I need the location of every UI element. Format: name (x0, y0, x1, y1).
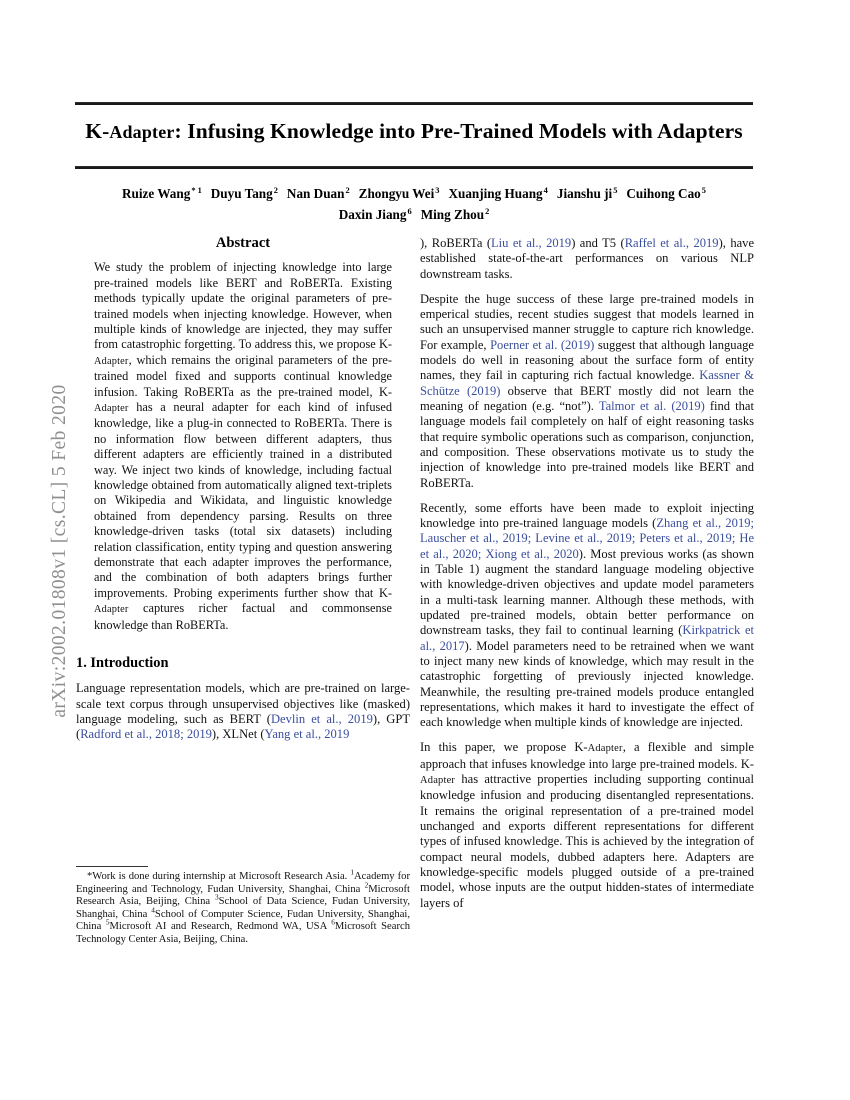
footnote-marker: 2 (364, 880, 369, 890)
citation-separator: ; (750, 515, 754, 530)
citation-link[interactable]: 2019 (186, 727, 212, 742)
citation-link[interactable]: Xiong et al., 2020 (485, 546, 579, 561)
author-name: Daxin Jiang (338, 207, 407, 222)
citation-link[interactable]: Talmor et al. (2019) (598, 398, 705, 413)
abstract-text: has a neural adapter for each kind of infused knowledge, like a plug-in connected to RoBERTa. There is no information flow between different adapters, thus different adapters are efficiently trained in a distributed way. We inject two kinds of knowledge, including factual knowledge obtained from automatically aligned text-triplets on Wikipedia and Wikidata, and linguistic knowledge obtained from dependency parsing. Results on three knowledge-driven tasks (total six datasets) including relation classification, entity typing and question answering demonstrate that each adapter improves the performance, and the combination of both adapters brings further improvements. Probing experiments further show that K- (94, 400, 392, 600)
author-name: Ming Zhou (420, 207, 485, 222)
author (359, 186, 440, 201)
paragraph-text: ). Most previous works (as shown in Table 1) augment the standard language modeling objective with knowledge-driven objectives and update model parameters in a multi-task learning manner. Although these methods, with updated pre-trained models, obtain better performance on downstream tasks, they fail to continual learning ( (420, 546, 754, 638)
intro-paragraph-4 (420, 740, 754, 911)
author-name: Nan Duan (286, 186, 345, 201)
citation-link[interactable]: Kassner & Schütze (2019) (420, 368, 755, 398)
page-title (75, 119, 753, 144)
author (287, 186, 350, 201)
arxiv-stamp: arXiv:2002.01808v1 [cs.CL] 5 Feb 2020 (49, 384, 70, 718)
paragraph-text: ), XLNet ( (211, 727, 265, 742)
footnote-text: School of Computer Science, Fudan University, Shanghai, China (76, 908, 410, 933)
author-list (75, 183, 753, 225)
author-affiliation-marker: * 1 (191, 185, 202, 195)
paragraph-text: ), have established state-of-the-art performances on various NLP downstream tasks. (420, 236, 755, 281)
author-name: Zhongyu Wei (358, 186, 435, 201)
footnote-text: Microsoft AI and Research, Redmond WA, USA (109, 921, 332, 933)
citation-link[interactable]: Devlin et al., 2019 (270, 712, 373, 727)
footnote-block (76, 867, 410, 947)
citation-link[interactable]: Yang et al., 2019 (264, 727, 350, 742)
footnote-marker: 3 (214, 892, 219, 902)
abstract-smallcaps: Adapter (94, 604, 129, 616)
footnote-separator (76, 866, 148, 867)
paragraph-text: In this paper, we propose K- (420, 740, 588, 755)
author (448, 186, 547, 201)
author-name: Xuanjing Huang (448, 186, 543, 201)
paragraph-text: Recently, some efforts have been made to exploit injecting knowledge into pre-trained language models ( (420, 500, 754, 530)
left-column (76, 236, 410, 752)
author-affiliation-marker: 2 (485, 206, 490, 216)
title-part-3: : Infusing Knowledge into Pre-Trained Models with Adapters (174, 119, 743, 143)
paragraph-text: Language representation models, which are pre-trained on large-scale text corpus through unsupervised objectives like (masked) language modeling, such as BERT ( (76, 681, 410, 727)
citation-link[interactable]: Peters et al., 2019 (639, 531, 732, 546)
abstract-text: We study the problem of injecting knowledge into large pre-trained models like BERT and RoBERTa. Existing methods typically update the original parameters of pre-trained models when injecting knowledge. However, when multiple kinds of knowledge are injected, they may suffer from catastrophic forgetting. To address this, we propose K- (94, 260, 392, 352)
author-affiliation-marker: 3 (435, 185, 440, 195)
citation-link[interactable]: Zhang et al., 2019 (656, 515, 751, 530)
author-affiliation-marker: 4 (543, 185, 548, 195)
author-affiliation-marker: 2 (345, 185, 350, 195)
footnote-star-text: Work is done during internship at Microsoft Research Asia. (92, 871, 348, 882)
citation-link[interactable]: Kirkpatrick et al., 2017 (420, 623, 754, 653)
paragraph-smallcaps: Adapter (587, 743, 623, 755)
paragraph-smallcaps: Adapter (420, 774, 456, 786)
author-name: Cuihong Cao (626, 186, 701, 201)
footnote-marker: 1 (350, 867, 355, 877)
citation-link[interactable]: Poerner et al. (2019) (490, 337, 595, 352)
author-affiliation-marker: 2 (273, 185, 278, 195)
citation-separator: ; (631, 531, 640, 546)
abstract-heading: Abstract (215, 235, 271, 251)
citation-separator: ; (731, 531, 740, 546)
abstract-smallcaps: Adapter (94, 403, 129, 414)
citation-link[interactable]: He et al., 2020 (420, 531, 755, 561)
abstract-text: captures richer factual and commonsense knowledge than RoBERTa. (94, 601, 392, 632)
author-affiliation-marker: 6 (407, 206, 412, 216)
header-rule-top (75, 102, 753, 105)
author (557, 186, 618, 201)
author-name: Jianshu ji (556, 186, 613, 201)
author (211, 186, 278, 201)
title-part-1: K- (85, 119, 110, 143)
paragraph-text: suggest that although language models do well in reasoning about the surface form of entity names, they fail in capturing rich factual knowledge. (420, 337, 754, 383)
intro-paragraph-2 (420, 292, 754, 491)
section-heading-introduction: 1. Introduction (76, 655, 169, 672)
citation-link[interactable]: Levine et al., 2019 (535, 531, 632, 546)
abstract-body (76, 260, 410, 633)
footnote-marker: 5 (105, 917, 110, 927)
footnote-text: School of Data Science, Fudan University, Shanghai, China (76, 896, 410, 920)
footnote-marker: 6 (331, 917, 335, 927)
citation-link[interactable]: Lauscher et al., 2019 (420, 531, 528, 546)
author (421, 207, 490, 222)
paragraph-text: ). Model parameters need to be retrained when we want to inject many new kinds of knowledge, which may result in the catastrophic forgetting of previously injected knowledge. Meanwhile, the resulting pre-trained models produce entangled representations, which makes it hard to investigate the effect of each knowledge when multiple kinds of knowledge are injected. (420, 638, 755, 730)
footnote-affiliations (76, 867, 410, 947)
author-line-1 (75, 183, 753, 204)
paragraph-text: ), GPT ( (76, 712, 410, 742)
paragraph-text: observe that BERT mostly did not learn the meaning of negation (e.g. “not”). (420, 383, 754, 413)
author-line-2 (75, 204, 753, 225)
intro-paragraph-1-continued (420, 236, 754, 282)
abstract-smallcaps: Adapter (94, 355, 129, 367)
author-affiliation-marker: 5 (701, 185, 706, 195)
paragraph-text: Despite the huge success of these large pre-trained models in emperical studies, recent studies suggest that models learned in such an unsupervised manner struggle to capture rich knowledge. For example, (420, 291, 754, 352)
citation-link[interactable]: Radford et al., 2018 (80, 727, 181, 742)
citation-link[interactable]: Liu et al., 2019 (491, 236, 572, 250)
citation-separator: ; (180, 727, 187, 742)
author (626, 186, 706, 201)
intro-paragraph-3 (420, 501, 754, 731)
author (339, 207, 412, 222)
footnote-text: Academy for Engineering and Technology, Fudan University, Shanghai, China (76, 871, 410, 895)
footnote-star-marker: * (87, 871, 93, 882)
citation-separator: ; (527, 531, 536, 546)
author-name: Ruize Wang (122, 186, 191, 201)
paragraph-text: has attractive properties including supporting continual knowledge infusion and producing disentangled representations. It remains the original representation of a pre-trained model unchanged and exports different representations for different types of infused knowledge. This is achieved by the integration of compact neural models, dubbed adapters here. Adapters are knowledge-specific models plugged outside of a pre-trained model, whose inputs are the output hidden-states of intermediate layers of (420, 771, 754, 910)
author (122, 186, 202, 201)
author-name: Duyu Tang (210, 186, 273, 201)
citation-link[interactable]: Raffel et al., 2019 (624, 236, 719, 250)
header-rule-bottom (75, 166, 753, 169)
footnote-text: Microsoft Search Technology Center Asia, Beijing, China. (76, 921, 410, 945)
author-affiliation-marker: 5 (613, 185, 618, 195)
paragraph-text: , a flexible and simple approach that infuses knowledge into large pre-trained models. K- (420, 740, 754, 771)
abstract-text: , which remains the original parameters of the pre-trained model fixed and supports continual knowledge infusion. Taking RoBERTa as the pre-trained model, K- (94, 352, 392, 399)
footnote-text: Microsoft Research Asia, Beijing, China (76, 883, 410, 908)
right-column (420, 236, 754, 911)
paragraph-text: ), RoBERTa ( (420, 236, 491, 250)
paragraph-text: ) and T5 ( (571, 236, 625, 250)
paragraph-text: find that language models fail completely on half of eight reasoning tasks that require symbolic operations such as comparison, conjunction, and composition. These observations motivate us to study the injection of knowledge into pre-trained models like BERT and RoBERTa. (420, 398, 754, 490)
footnote-marker: 4 (151, 905, 155, 915)
intro-paragraph-1 (76, 681, 410, 742)
title-smallcaps: Adapter (109, 122, 175, 142)
citation-separator: ; (477, 546, 486, 561)
